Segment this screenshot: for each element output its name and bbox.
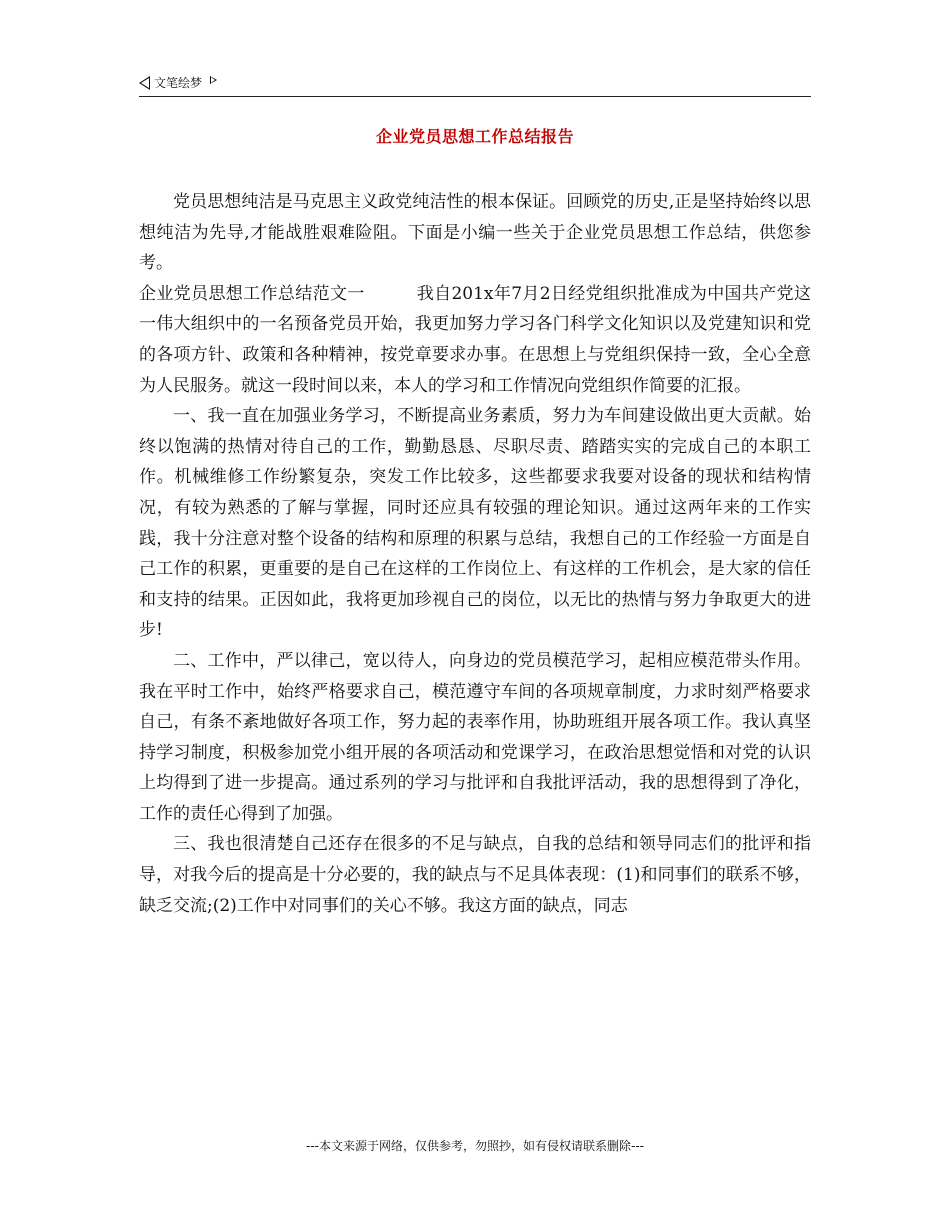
document-header bbox=[139, 72, 811, 97]
paragraph-point-one: 一、我一直在加强业务学习，不断提高业务素质，努力为车间建设做出更大贡献。始终以饱满的热情对待自己的工作，勤勤恳恳、尽职尽责、踏踏实实的完成自己的本职工作。机械维修工作纷繁复杂，突发工作比较多，这些都要求我要对设备的现状和结构情况，有较为熟悉的了解与掌握，同时还应具有较强的理论知识。通过这两年来的工作实践，我十分注意对整个设备的结构和原理的积累与总结，我想自己的工作经验一方面是自己工作的积累，更重要的是自己在这样的工作岗位上、有这样的工作机会，是大家的信任和支持的结果。正因如此，我将更加珍视自己的岗位，以无比的热情与努力争取更大的进步! bbox=[139, 406, 811, 641]
brand bbox=[139, 74, 217, 91]
paragraph-sample-one: 企业党员思想工作总结范文一 我自201x年7月2日经党组织批准成为中国共产党这一伟大组织中的一名预备党员开始，我更加努力学习各门科学文化知识以及党建知识和党的各项方针、政策和各种精神，按党章要求办事。在思想上与党组织保持一致，全心全意为人民服务。就这一段时间以来，本人的学习和工作情况向党组织作简要的汇报。 bbox=[139, 283, 811, 396]
triangle-left-icon bbox=[139, 76, 150, 90]
paragraph-point-three: 三、我也很清楚自己还存在很多的不足与缺点，自我的总结和领导同志们的批评和指导，对我今后的提高是十分必要的，我的缺点与不足具体表现：(1)和同事们的联系不够，缺乏交流;(2)工作中对同事们的关心不够。我这方面的缺点，同志 bbox=[139, 834, 811, 916]
document-title: 企业党员思想工作总结报告 bbox=[375, 127, 574, 146]
document-body bbox=[139, 187, 811, 921]
triangle-right-icon bbox=[210, 76, 217, 84]
brand-label: 文笔绘梦 bbox=[154, 76, 203, 90]
paragraph-point-two: 二、工作中，严以律己，宽以待人，向身边的党员模范学习，起相应模范带头作用。我在平时工作中，始终严格要求自己，模范遵守车间的各项规章制度，力求时刻严格要求自己，有条不紊地做好各项工作，努力起的表率作用，协助班组开展各项工作。我认真坚持学习制度，积极参加党小组开展的各项活动和党课学习，在政治思想觉悟和对党的认识上均得到了进一步提高。通过系列的学习与批评和自我批评活动，我的思想得到了净化，工作的责任心得到了加强。 bbox=[139, 650, 811, 824]
page-footer: ---本文来源于网络，仅供参考，勿照抄，如有侵权请联系删除--- bbox=[306, 1139, 644, 1153]
paragraph-intro: 党员思想纯洁是马克思主义政党纯洁性的根本保证。回顾党的历史,正是坚持始终以思想纯洁为先导,才能战胜艰难险阻。下面是小编一些关于企业党员思想工作总结，供您参考。 bbox=[139, 192, 811, 274]
